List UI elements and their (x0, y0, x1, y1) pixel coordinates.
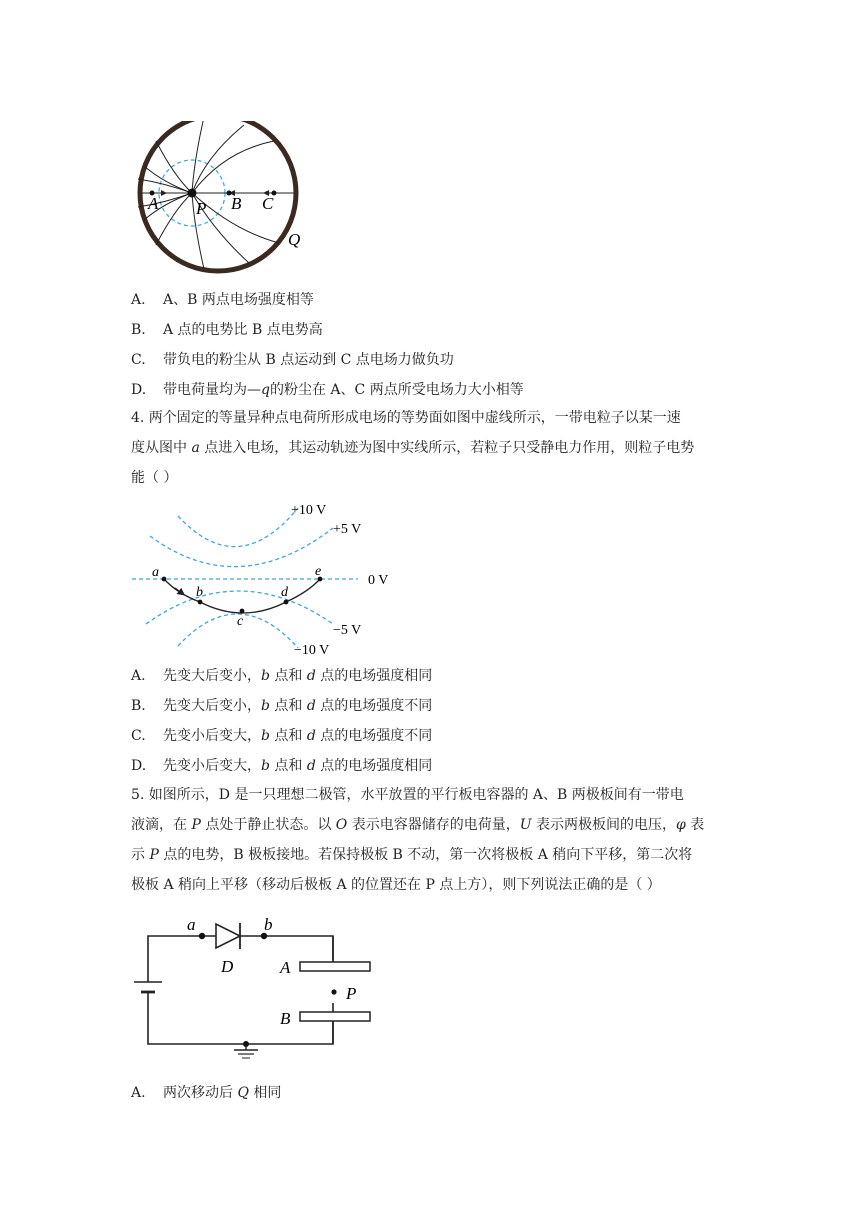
option-text: 带负电的粉尘从 B 点运动到 C 点电场力做负功 (163, 352, 454, 368)
option-letter: B. (131, 698, 146, 714)
plate-B-label: B (280, 1009, 291, 1028)
potential-plus10: +10 V (291, 503, 327, 518)
option-letter: B. (131, 322, 146, 338)
potential-minus5: −5 V (333, 623, 362, 638)
q5-line2-post: 表 (685, 817, 705, 833)
potential-plus5: +5 V (333, 522, 362, 537)
q5-line2-mid2: 表示电容器储存的电荷量， (347, 817, 520, 833)
q5-line3-pre: 示 (131, 847, 150, 863)
point-e: e (315, 564, 322, 579)
node-b: b (264, 915, 273, 934)
q3-option-d[interactable] (131, 380, 524, 400)
point-c: c (237, 614, 244, 629)
var-P: P (191, 817, 201, 833)
label-A: A (148, 194, 159, 213)
point-a: a (152, 565, 159, 580)
q5-line2 (131, 810, 731, 840)
option-text-pre: 带电荷量均为— (163, 382, 261, 398)
field-circle-figure (134, 121, 314, 281)
point-P-label: P (346, 984, 357, 1003)
var-O: O (335, 817, 348, 833)
q5-option-a[interactable] (131, 1083, 281, 1103)
var-q: q (261, 382, 270, 398)
q5-line2-pre: 液滴，在 (131, 817, 192, 833)
point-b: b (196, 585, 203, 600)
option-pre: 先变大后变小， (163, 668, 261, 684)
label-P: P (196, 199, 207, 218)
label-B: B (231, 194, 242, 213)
q4-line2-pre: 度从图中 (131, 440, 192, 456)
diode-label: D (221, 957, 234, 976)
option-letter: C. (131, 352, 146, 368)
var-U: U (519, 817, 532, 833)
option-text-post: 的粉尘在 A、C 两点所受电场力大小相等 (269, 382, 524, 398)
label-Q: Q (288, 230, 301, 249)
var-b: b (261, 668, 270, 684)
var-Q: Q (237, 1085, 249, 1101)
label-C: C (262, 194, 274, 213)
potential-zero: 0 V (368, 573, 389, 588)
q4-line1: 4. 两个固定的等量异种点电荷所形成电场的等势面如图中虚线所示，一带电粒子以某一速 (131, 410, 681, 426)
option-post: 点的电场强度不同 (315, 728, 433, 744)
var-b: b (261, 728, 270, 744)
q5-line4: 极板 A 稍向上平移（移动后极板 A 的位置还在 P 点上方），则下列说法正确的是（ ） (131, 877, 661, 893)
q4-line2-post: 点进入电场，其运动轨迹为图中实线所示，若粒子只受静电力作用，则粒子电势 (199, 440, 695, 456)
q3-option-b[interactable] (131, 320, 323, 340)
option-text: A 点的电势比 B 点电势高 (163, 322, 323, 338)
option-post: 点的电场强度相同 (315, 668, 433, 684)
q5-line3 (131, 840, 731, 870)
option-post: 点的电场强度相同 (315, 758, 433, 774)
var-b: b (261, 698, 270, 714)
q5-line2-mid3: 表示两极板间的电压， (531, 817, 676, 833)
q5-stem (131, 780, 731, 900)
option-mid: 点和 (269, 698, 307, 714)
var-a: a (191, 440, 200, 456)
var-b: b (261, 758, 270, 774)
option-pre: 先变小后变大， (163, 758, 261, 774)
option-pre: 先变大后变小， (163, 698, 261, 714)
q4-option-c[interactable] (131, 726, 432, 746)
option-letter: D. (131, 382, 147, 398)
option-pre: 两次移动后 (163, 1085, 238, 1101)
option-post: 相同 (248, 1085, 282, 1101)
plate-A-label: A (280, 958, 291, 977)
q4-line3: 能（ ） (131, 470, 178, 486)
option-mid: 点和 (269, 728, 307, 744)
var-P: P (149, 847, 159, 863)
q5-line2-mid: 点处于静止状态。以 (200, 817, 336, 833)
var-d: d (306, 668, 316, 684)
option-letter: C. (131, 728, 146, 744)
q3-option-a[interactable] (131, 290, 314, 310)
option-post: 点的电场强度不同 (315, 698, 433, 714)
q5-line3-post: 点的电势，B 极板接地。若保持极板 B 不动，第一次将极板 A 稍向下平移，第二次将 (158, 847, 693, 863)
option-letter: D. (131, 758, 147, 774)
var-d: d (306, 698, 316, 714)
var-d: d (306, 758, 316, 774)
option-mid: 点和 (269, 758, 307, 774)
q4-option-b[interactable] (131, 696, 432, 716)
node-a: a (187, 915, 196, 934)
option-letter: A. (131, 1085, 146, 1101)
q4-option-d[interactable] (131, 756, 432, 776)
option-pre: 先变小后变大， (163, 728, 261, 744)
option-letter: A. (131, 668, 146, 684)
q4-option-a[interactable] (131, 666, 432, 686)
var-phi: φ (675, 817, 686, 833)
equipotential-figure (128, 496, 408, 658)
capacitor-circuit-figure (128, 910, 388, 1060)
option-text: A、B 两点电场强度相等 (163, 292, 314, 308)
point-d: d (281, 585, 288, 600)
q3-option-c[interactable] (131, 350, 454, 370)
q5-line1: 5. 如图所示，D 是一只理想二极管，水平放置的平行板电容器的 A、B 两极板间有一带电 (131, 787, 684, 803)
q4-stem (131, 403, 731, 493)
q4-line2 (131, 433, 731, 463)
option-letter: A. (131, 292, 146, 308)
option-mid: 点和 (269, 668, 307, 684)
var-d: d (306, 728, 316, 744)
potential-minus10: −10 V (294, 643, 330, 658)
